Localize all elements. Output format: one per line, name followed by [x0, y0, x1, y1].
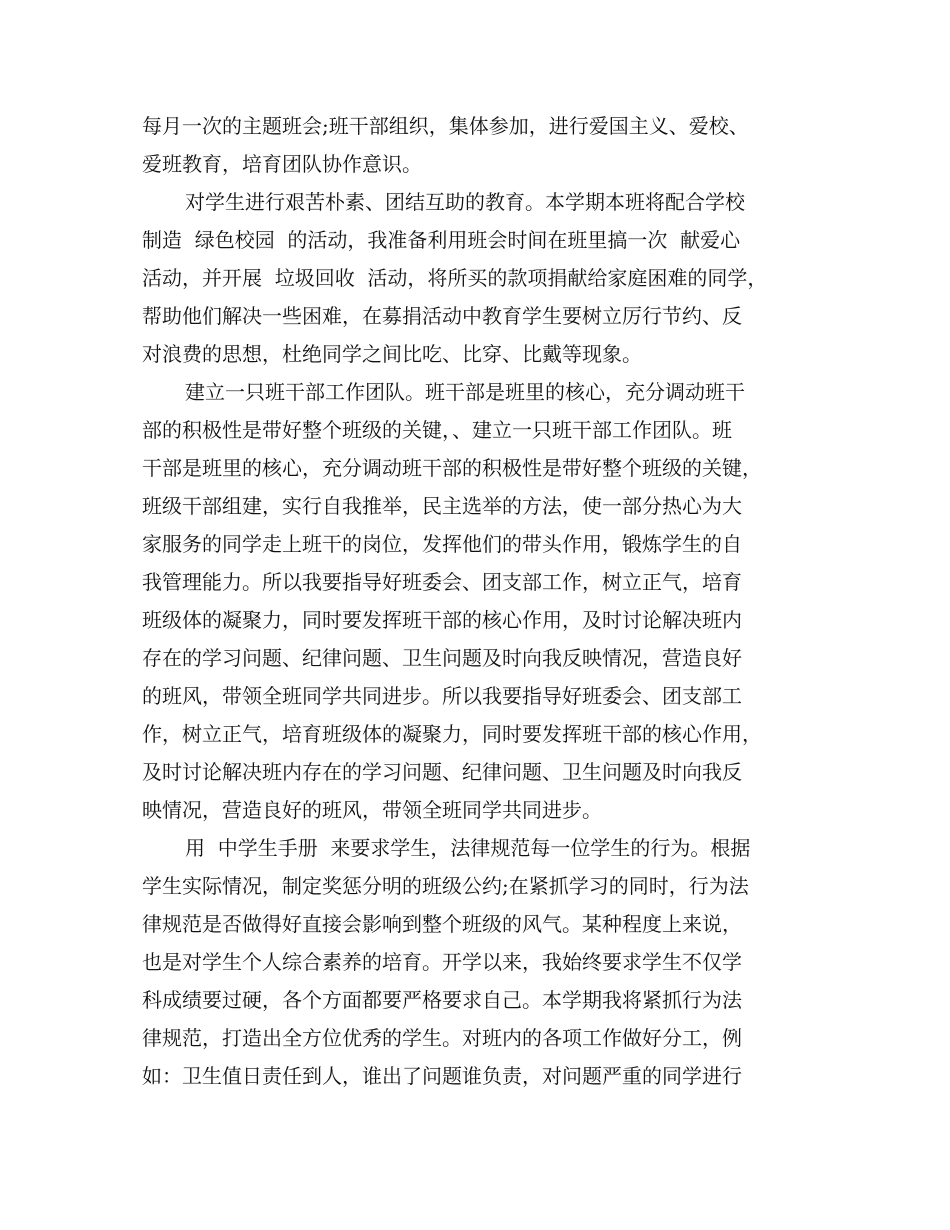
text-line: 及时讨论解决班内存在的学习问题、纪律问题、卫生问题及时向我反: [142, 760, 742, 784]
text-line: 每月一次的主题班会;班干部组织，集体参加，进行爱国主义、爱校、: [142, 114, 749, 138]
paragraph-class-cadre-team: [142, 373, 802, 829]
text-line: 作，树立正气，培育班级体的凝聚力，同时要发挥班干部的核心作用，: [142, 722, 762, 746]
text-line: 科成绩要过硬，各个方面都要严格要求自己。本学期我将紧抓行为法: [142, 988, 742, 1012]
text-line: 我管理能力。所以我要指导好班委会、团支部工作，树立正气，培育: [142, 570, 742, 594]
text-line: 干部是班里的核心，充分调动班干部的积极性是带好整个班级的关键，: [142, 456, 762, 480]
text-line: 律规范，打造出全方位优秀的学生。对班内的各项工作做好分工，例: [142, 1026, 742, 1050]
text-line: 对学生进行艰苦朴素、团结互助的教育。本学期本班将配合学校: [185, 190, 745, 214]
text-line: 映情况，营造良好的班风，带领全班同学共同进步。: [142, 798, 602, 822]
text-line: 活动，并开展 垃圾回收 活动，将所买的款项捐献给家庭困难的同学，: [142, 266, 768, 290]
text-line: 部的积极性是带好整个班级的关键，、建立一只班干部工作团队。班: [142, 418, 732, 442]
text-line: 学生实际情况，制定奖惩分明的班级公约;在紧抓学习的同时，行为法: [142, 874, 749, 898]
document-body: [142, 107, 802, 1095]
text-line: 律规范是否做得好直接会影响到整个班级的风气。某种程度上来说，: [142, 912, 742, 936]
text-line: 班级体的凝聚力，同时要发挥班干部的核心作用，及时讨论解决班内: [142, 608, 742, 632]
paragraph-frugality-education: [142, 183, 802, 373]
paragraph-student-handbook: [142, 829, 802, 1095]
text-line: 家服务的同学走上班干的岗位，发挥他们的带头作用，锻炼学生的自: [142, 532, 742, 556]
text-line: 班级干部组建，实行自我推举，民主选举的方法，使一部分热心为大: [142, 494, 742, 518]
text-line: 的班风，带领全班同学共同进步。所以我要指导好班委会、团支部工: [142, 684, 742, 708]
text-line: 存在的学习问题、纪律问题、卫生问题及时向我反映情况，营造良好: [142, 646, 742, 670]
paragraph-theme-meeting: [142, 107, 802, 183]
text-line: 如：卫生值日责任到人，谁出了问题谁负责，对问题严重的同学进行: [142, 1064, 742, 1088]
text-line: 也是对学生个人综合素养的培育。开学以来，我始终要求学生不仅学: [142, 950, 742, 974]
text-line: 对浪费的思想，杜绝同学之间比吃、比穿、比戴等现象。: [142, 342, 642, 366]
text-line: 爱班教育，培育团队协作意识。: [142, 152, 422, 176]
text-line: 用 中学生手册 来要求学生，法律规范每一位学生的行为。根据: [185, 836, 751, 860]
text-line: 建立一只班干部工作团队。班干部是班里的核心，充分调动班干: [185, 380, 745, 404]
text-line: 制造 绿色校园 的活动，我准备利用班会时间在班里搞一次 献爱心: [142, 228, 741, 252]
text-line: 帮助他们解决一些困难，在募捐活动中教育学生要树立厉行节约、反: [142, 304, 742, 328]
